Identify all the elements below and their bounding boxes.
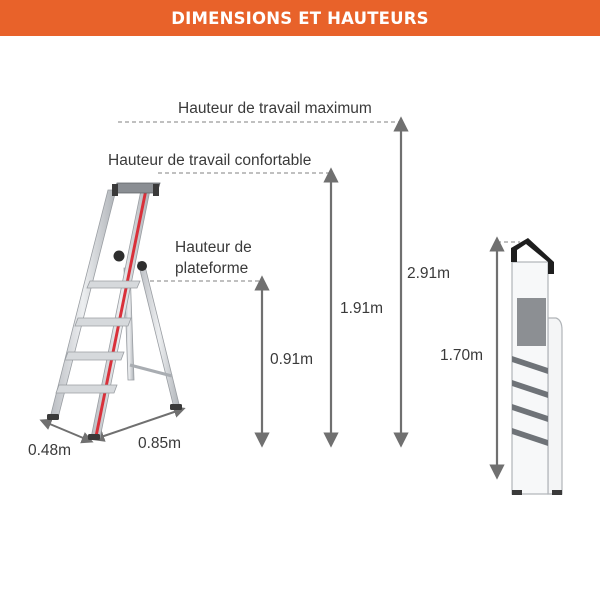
max-working-height-value: 2.91m [407, 265, 451, 282]
platform-height-value: 0.91m [270, 351, 314, 368]
width-value: 0.85m [138, 435, 182, 452]
depth-arrow [45, 422, 88, 440]
folded-ladder-illustration [511, 238, 562, 495]
platform-height-label-line2: plateforme [175, 260, 249, 277]
platform-height-label-line1: Hauteur de [175, 239, 252, 256]
open-ladder-illustration [47, 183, 182, 440]
comfort-working-height-value: 1.91m [340, 300, 384, 317]
depth-value: 0.48m [28, 442, 72, 459]
width-arrow [98, 410, 180, 438]
max-working-height-label: Hauteur de travail maximum [178, 100, 372, 117]
comfort-working-height-label: Hauteur de travail confortable [108, 152, 312, 169]
banner-title: DIMENSIONS ET HAUTEURS [171, 8, 429, 28]
folded-height-value: 1.70m [440, 347, 484, 364]
